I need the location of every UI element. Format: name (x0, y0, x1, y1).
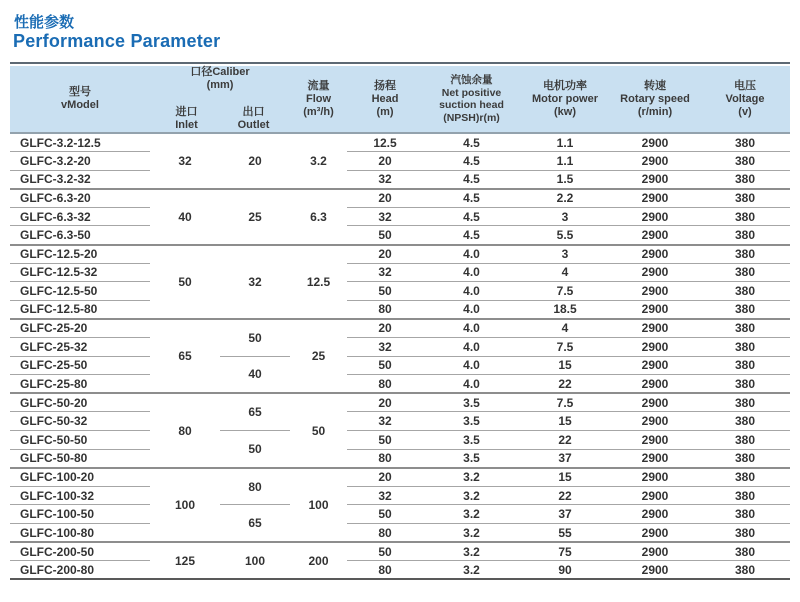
npsh-cell: 4.5 (423, 189, 520, 208)
col-header-npsh-cn: 汽蚀余量 (450, 74, 493, 86)
power-cell: 7.5 (520, 338, 610, 357)
speed-cell: 2900 (610, 505, 700, 524)
model-cell: GLFC-50-32 (10, 412, 150, 431)
head-cell: 50 (347, 282, 423, 301)
col-header-npsh-unit: (NPSH)r(m) (443, 111, 500, 124)
col-header-voltage-en: Voltage (725, 92, 765, 105)
model-cell: GLFC-200-50 (10, 542, 150, 561)
voltage-cell: 380 (700, 486, 790, 505)
head-cell: 12.5 (347, 133, 423, 152)
power-cell: 7.5 (520, 393, 610, 412)
head-cell: 50 (347, 356, 423, 375)
model-cell: GLFC-100-32 (10, 486, 150, 505)
speed-cell: 2900 (610, 152, 700, 171)
model-cell: GLFC-12.5-32 (10, 263, 150, 282)
flow-cell: 100 (290, 468, 347, 542)
inlet-cell: 40 (150, 189, 220, 245)
model-cell: GLFC-3.2-12.5 (10, 133, 150, 152)
speed-cell: 2900 (610, 263, 700, 282)
flow-cell: 50 (290, 393, 347, 467)
table-row (10, 393, 790, 412)
speed-cell: 2900 (610, 245, 700, 264)
head-cell: 50 (347, 226, 423, 245)
inlet-cell: 50 (150, 245, 220, 319)
power-cell: 4 (520, 263, 610, 282)
table-row (10, 431, 790, 450)
col-header-head-unit: (m) (376, 105, 394, 118)
table-row (10, 375, 790, 394)
head-cell: 20 (347, 245, 423, 264)
table-row (10, 542, 790, 561)
power-cell: 37 (520, 449, 610, 468)
table-header (10, 66, 790, 133)
head-cell: 32 (347, 263, 423, 282)
npsh-cell: 3.2 (423, 486, 520, 505)
voltage-cell: 380 (700, 263, 790, 282)
npsh-cell: 3.5 (423, 449, 520, 468)
speed-cell: 2900 (610, 338, 700, 357)
col-header-npsh-en1: Net positive (441, 86, 502, 99)
head-cell: 80 (347, 300, 423, 319)
voltage-cell: 380 (700, 393, 790, 412)
power-cell: 22 (520, 375, 610, 394)
col-header-voltage (700, 66, 790, 133)
power-cell: 5.5 (520, 226, 610, 245)
col-header-flow-cn: 流量 (307, 79, 330, 92)
speed-cell: 2900 (610, 170, 700, 189)
col-header-model (10, 66, 150, 133)
speed-cell: 2900 (610, 189, 700, 208)
npsh-cell: 4.0 (423, 282, 520, 301)
model-cell: GLFC-100-50 (10, 505, 150, 524)
power-cell: 15 (520, 356, 610, 375)
speed-cell: 2900 (610, 542, 700, 561)
model-cell: GLFC-6.3-32 (10, 207, 150, 226)
col-header-caliber (150, 66, 290, 133)
model-cell: GLFC-50-80 (10, 449, 150, 468)
table-row (10, 412, 790, 431)
head-cell: 20 (347, 152, 423, 171)
model-cell: GLFC-12.5-80 (10, 300, 150, 319)
head-cell: 50 (347, 505, 423, 524)
power-cell: 3 (520, 245, 610, 264)
col-header-inlet (153, 106, 220, 132)
voltage-cell: 380 (700, 300, 790, 319)
power-cell: 7.5 (520, 282, 610, 301)
npsh-cell: 3.2 (423, 561, 520, 580)
npsh-cell: 3.2 (423, 505, 520, 524)
col-header-flow-en: Flow (305, 92, 332, 105)
speed-cell: 2900 (610, 300, 700, 319)
npsh-cell: 3.2 (423, 523, 520, 542)
head-cell: 32 (347, 412, 423, 431)
head-cell: 20 (347, 189, 423, 208)
table-row (10, 152, 790, 171)
model-cell: GLFC-100-20 (10, 468, 150, 487)
col-header-flow (290, 66, 347, 133)
speed-cell: 2900 (610, 468, 700, 487)
npsh-cell: 4.5 (423, 152, 520, 171)
table-row (10, 356, 790, 375)
flow-cell: 25 (290, 319, 347, 393)
power-cell: 1.1 (520, 133, 610, 152)
model-cell: GLFC-200-80 (10, 561, 150, 580)
voltage-cell: 380 (700, 226, 790, 245)
voltage-cell: 380 (700, 468, 790, 487)
voltage-cell: 380 (700, 245, 790, 264)
col-header-speed-cn: 转速 (644, 79, 667, 92)
table-row (10, 523, 790, 542)
table-row (10, 170, 790, 189)
head-cell: 20 (347, 319, 423, 338)
power-cell: 1.5 (520, 170, 610, 189)
npsh-cell: 4.0 (423, 319, 520, 338)
col-header-power-unit: (kw) (554, 105, 577, 118)
table-row (10, 263, 790, 282)
power-cell: 22 (520, 486, 610, 505)
col-header-caliber-unit: (mm) (206, 79, 234, 91)
npsh-cell: 3.5 (423, 393, 520, 412)
outlet-cell: 32 (220, 245, 290, 319)
voltage-cell: 380 (700, 189, 790, 208)
head-cell: 80 (347, 449, 423, 468)
voltage-cell: 380 (700, 561, 790, 580)
npsh-cell: 4.0 (423, 338, 520, 357)
table-row (10, 245, 790, 264)
npsh-cell: 3.2 (423, 542, 520, 561)
npsh-cell: 4.5 (423, 226, 520, 245)
model-cell: GLFC-12.5-50 (10, 282, 150, 301)
voltage-cell: 380 (700, 319, 790, 338)
power-cell: 37 (520, 505, 610, 524)
power-cell: 75 (520, 542, 610, 561)
voltage-cell: 380 (700, 170, 790, 189)
col-header-speed-unit: (r/min) (637, 105, 673, 118)
model-cell: GLFC-6.3-50 (10, 226, 150, 245)
head-cell: 80 (347, 523, 423, 542)
table-row (10, 300, 790, 319)
header-row (10, 66, 790, 133)
inlet-cell: 125 (150, 542, 220, 579)
col-header-speed (610, 66, 700, 133)
table-row (10, 207, 790, 226)
voltage-cell: 380 (700, 356, 790, 375)
flow-cell: 12.5 (290, 245, 347, 319)
outlet-cell: 25 (220, 189, 290, 245)
outlet-cell: 50 (220, 431, 290, 468)
npsh-cell: 4.0 (423, 375, 520, 394)
model-cell: GLFC-25-50 (10, 356, 150, 375)
table-row (10, 486, 790, 505)
col-header-outlet-cn: 出口 (242, 106, 265, 118)
model-cell: GLFC-3.2-20 (10, 152, 150, 171)
voltage-cell: 380 (700, 375, 790, 394)
voltage-cell: 380 (700, 152, 790, 171)
voltage-cell: 380 (700, 338, 790, 357)
table-body (10, 133, 790, 579)
page-title-cn: 性能参数 (14, 14, 75, 31)
table-row (10, 561, 790, 580)
model-cell: GLFC-12.5-20 (10, 245, 150, 264)
speed-cell: 2900 (610, 282, 700, 301)
power-cell: 3 (520, 207, 610, 226)
npsh-cell: 3.2 (423, 468, 520, 487)
model-cell: GLFC-50-50 (10, 431, 150, 450)
col-header-inlet-cn: 进口 (175, 106, 198, 118)
npsh-cell: 3.5 (423, 431, 520, 450)
speed-cell: 2900 (610, 486, 700, 505)
inlet-cell: 65 (150, 319, 220, 393)
model-cell: GLFC-50-20 (10, 393, 150, 412)
power-cell: 1.1 (520, 152, 610, 171)
outlet-cell: 50 (220, 319, 290, 356)
outlet-cell: 20 (220, 133, 290, 189)
performance-table (10, 66, 790, 580)
outlet-cell: 100 (220, 542, 290, 579)
head-cell: 20 (347, 393, 423, 412)
voltage-cell: 380 (700, 505, 790, 524)
speed-cell: 2900 (610, 319, 700, 338)
outlet-cell: 40 (220, 356, 290, 393)
speed-cell: 2900 (610, 207, 700, 226)
speed-cell: 2900 (610, 449, 700, 468)
flow-cell: 200 (290, 542, 347, 579)
col-header-inlet-en: Inlet (175, 119, 198, 131)
table-row (10, 133, 790, 152)
outlet-cell: 80 (220, 468, 290, 505)
col-header-model-en: vModel (61, 99, 99, 111)
voltage-cell: 380 (700, 133, 790, 152)
speed-cell: 2900 (610, 375, 700, 394)
table-row (10, 449, 790, 468)
col-header-voltage-unit: (v) (738, 105, 752, 118)
power-cell: 55 (520, 523, 610, 542)
col-header-model-cn: 型号 (69, 86, 91, 98)
npsh-cell: 4.5 (423, 207, 520, 226)
head-cell: 32 (347, 170, 423, 189)
power-cell: 2.2 (520, 189, 610, 208)
npsh-cell: 4.0 (423, 245, 520, 264)
col-header-outlet (220, 106, 287, 132)
speed-cell: 2900 (610, 412, 700, 431)
head-cell: 32 (347, 338, 423, 357)
head-cell: 80 (347, 375, 423, 394)
table-row (10, 189, 790, 208)
npsh-cell: 4.0 (423, 263, 520, 282)
npsh-cell: 3.5 (423, 412, 520, 431)
power-cell: 4 (520, 319, 610, 338)
flow-cell: 3.2 (290, 133, 347, 189)
speed-cell: 2900 (610, 431, 700, 450)
inlet-cell: 80 (150, 393, 220, 467)
col-header-speed-en: Rotary speed (620, 92, 690, 105)
col-header-npsh-en2: suction head (439, 99, 504, 111)
performance-table-wrap (10, 62, 790, 580)
head-cell: 50 (347, 431, 423, 450)
speed-cell: 2900 (610, 226, 700, 245)
power-cell: 90 (520, 561, 610, 580)
voltage-cell: 380 (700, 523, 790, 542)
col-header-power-en: Motor power (532, 92, 599, 105)
table-row (10, 319, 790, 338)
model-cell: GLFC-100-80 (10, 523, 150, 542)
power-cell: 15 (520, 412, 610, 431)
voltage-cell: 380 (700, 431, 790, 450)
head-cell: 20 (347, 468, 423, 487)
npsh-cell: 4.5 (423, 170, 520, 189)
power-cell: 22 (520, 431, 610, 450)
power-cell: 15 (520, 468, 610, 487)
model-cell: GLFC-3.2-32 (10, 170, 150, 189)
inlet-cell: 100 (150, 468, 220, 542)
outlet-cell: 65 (220, 505, 290, 542)
model-cell: GLFC-25-20 (10, 319, 150, 338)
col-header-outlet-en: Outlet (237, 119, 270, 131)
voltage-cell: 380 (700, 412, 790, 431)
speed-cell: 2900 (610, 133, 700, 152)
table-row (10, 282, 790, 301)
inlet-cell: 32 (150, 133, 220, 189)
col-header-flow-unit: (m³/h) (303, 105, 334, 118)
npsh-cell: 4.0 (423, 356, 520, 375)
head-cell: 32 (347, 207, 423, 226)
power-cell: 18.5 (520, 300, 610, 319)
table-row (10, 468, 790, 487)
col-header-npsh (423, 66, 520, 133)
col-header-head-en: Head (371, 92, 399, 105)
npsh-cell: 4.0 (423, 300, 520, 319)
voltage-cell: 380 (700, 282, 790, 301)
col-header-power-cn: 电机功率 (543, 79, 588, 92)
col-header-voltage-cn: 电压 (734, 79, 757, 92)
speed-cell: 2900 (610, 393, 700, 412)
head-cell: 50 (347, 542, 423, 561)
flow-cell: 6.3 (290, 189, 347, 245)
voltage-cell: 380 (700, 207, 790, 226)
head-cell: 32 (347, 486, 423, 505)
table-row (10, 338, 790, 357)
col-header-head (347, 66, 423, 133)
table-row (10, 226, 790, 245)
model-cell: GLFC-25-80 (10, 375, 150, 394)
speed-cell: 2900 (610, 356, 700, 375)
col-header-caliber-cn: 口径Caliber (190, 66, 250, 78)
speed-cell: 2900 (610, 523, 700, 542)
model-cell: GLFC-25-32 (10, 338, 150, 357)
speed-cell: 2900 (610, 561, 700, 580)
col-header-head-cn: 扬程 (374, 79, 397, 92)
voltage-cell: 380 (700, 542, 790, 561)
col-header-power (520, 66, 610, 133)
head-cell: 80 (347, 561, 423, 580)
outlet-cell: 65 (220, 393, 290, 430)
voltage-cell: 380 (700, 449, 790, 468)
table-row (10, 505, 790, 524)
page-title-en: Performance Parameter (13, 31, 221, 51)
npsh-cell: 4.5 (423, 133, 520, 152)
model-cell: GLFC-6.3-20 (10, 189, 150, 208)
